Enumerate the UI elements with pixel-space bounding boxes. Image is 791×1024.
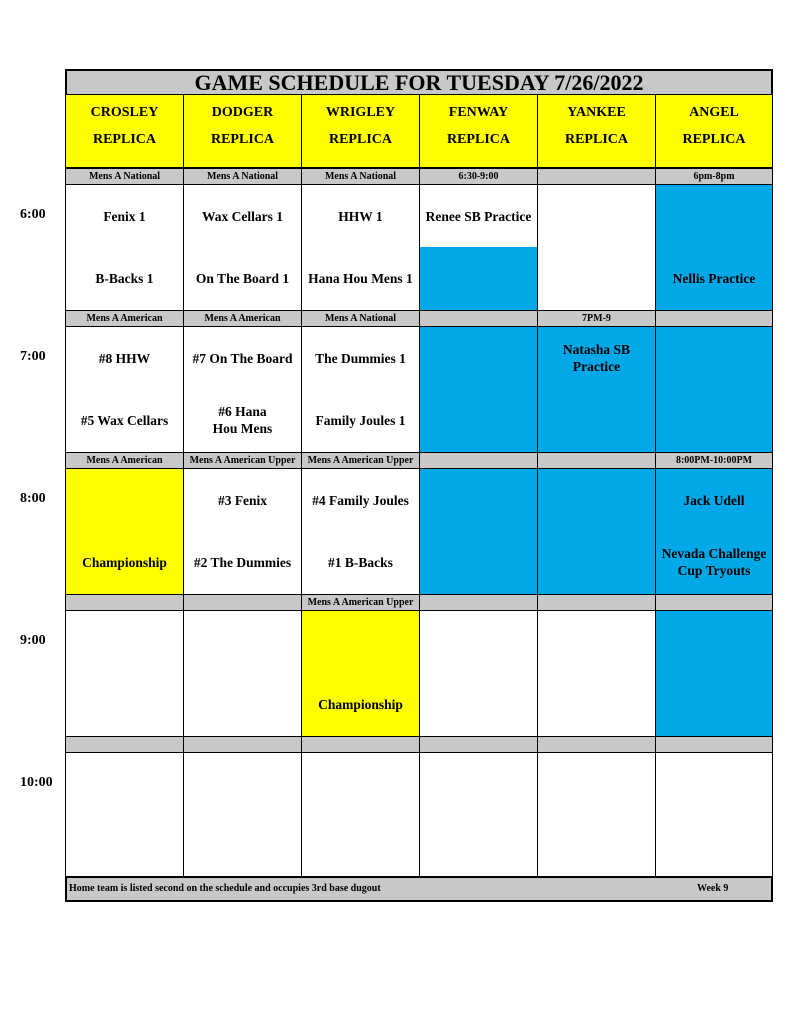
game-cell <box>66 611 184 736</box>
field-header-yankee <box>538 95 656 168</box>
championship-cell <box>302 611 420 736</box>
slot-label <box>538 736 656 753</box>
footer-note: Home team is listed second on the schedule and occupies 3rd base dugout <box>69 883 381 894</box>
game-cell <box>184 327 302 452</box>
game-cell <box>420 611 538 736</box>
practice-cell <box>656 469 772 594</box>
game-top: #4 Family Joules <box>312 493 409 508</box>
slot-label: Mens A American Upper <box>184 452 302 469</box>
practice-label: Renee SB Practice <box>425 209 532 224</box>
field-header-wrigley <box>302 95 420 168</box>
slot-label: Mens A National <box>302 310 420 327</box>
game-cell <box>302 753 420 876</box>
field-sub: REPLICA <box>682 132 746 147</box>
time-label: 9:00 <box>20 633 46 648</box>
time-label: 8:00 <box>20 491 46 506</box>
slot-label: 6pm-8pm <box>656 168 772 185</box>
practice-label: Jack Udell <box>683 493 745 508</box>
field-sub: REPLICA <box>328 132 392 147</box>
game-bottom: #2 The Dummies <box>193 555 292 570</box>
slot-label <box>656 310 772 327</box>
week-label: Week 9 <box>697 883 729 894</box>
slot-label <box>538 168 656 185</box>
practice-cell <box>538 327 656 452</box>
game-cell <box>66 327 184 452</box>
slot-label <box>420 736 538 753</box>
slot-label <box>184 736 302 753</box>
practice-cell <box>656 185 772 310</box>
game-cell <box>538 753 656 876</box>
practice-block <box>420 247 537 310</box>
game-bottom: #1 B-Backs <box>328 555 393 570</box>
game-bottom: Family Joules 1 <box>315 413 406 428</box>
game-top: #8 HHW <box>98 351 151 366</box>
game-top: HHW 1 <box>338 209 383 224</box>
practice-cell <box>656 327 772 452</box>
game-cell <box>538 185 656 310</box>
game-bottom: Championship <box>82 555 167 570</box>
slot-label <box>420 452 538 469</box>
slot-label: Mens A National <box>184 168 302 185</box>
game-cell <box>302 185 420 310</box>
slot-label: Mens A American Upper <box>302 594 420 611</box>
slot-label: 8:00PM-10:00PM <box>656 452 772 469</box>
game-bottom: #6 Hana Hou Mens <box>212 404 273 436</box>
field-sub: REPLICA <box>92 132 156 147</box>
game-top: Fenix 1 <box>103 209 146 224</box>
game-cell <box>66 753 184 876</box>
time-label: 7:00 <box>20 349 46 364</box>
game-cell <box>184 753 302 876</box>
slot-label: 7PM-9 <box>538 310 656 327</box>
championship-cell <box>66 469 184 594</box>
slot-label: Mens A National <box>302 168 420 185</box>
time-label: 10:00 <box>20 775 53 790</box>
slot-label <box>656 594 772 611</box>
field-header-dodger <box>184 95 302 168</box>
slot-label <box>66 736 184 753</box>
game-bottom: On The Board 1 <box>195 271 290 286</box>
game-cell <box>184 611 302 736</box>
game-cell <box>66 185 184 310</box>
field-name: WRIGLEY <box>325 105 396 120</box>
game-cell <box>420 753 538 876</box>
practice-label: Natasha SB Practice <box>562 342 631 374</box>
game-cell <box>184 185 302 310</box>
field-name: FENWAY <box>448 105 509 120</box>
field-name: YANKEE <box>567 105 626 120</box>
slot-label: Mens A American Upper <box>302 452 420 469</box>
time-label: 6:00 <box>20 207 46 222</box>
slot-label <box>420 594 538 611</box>
game-bottom: Championship <box>318 697 403 712</box>
game-top: #3 Fenix <box>217 493 268 508</box>
game-cell <box>656 753 772 876</box>
slot-label <box>538 452 656 469</box>
practice-cell <box>420 327 538 452</box>
practice-label: Nevada Challenge Cup Tryouts <box>661 546 767 578</box>
footer <box>65 876 773 902</box>
field-sub: REPLICA <box>564 132 628 147</box>
practice-cell <box>420 469 538 594</box>
practice-label: Nellis Practice <box>672 271 756 286</box>
game-top: The Dummies 1 <box>315 351 406 366</box>
field-name: CROSLEY <box>90 105 159 120</box>
field-name: DODGER <box>211 105 274 120</box>
game-top: Wax Cellars 1 <box>202 209 283 224</box>
game-cell <box>184 469 302 594</box>
game-bottom: B-Backs 1 <box>95 271 154 286</box>
field-sub: REPLICA <box>446 132 510 147</box>
field-header-crosley <box>66 95 184 168</box>
practice-cell <box>420 185 538 310</box>
slot-label: Mens A National <box>66 168 184 185</box>
field-header-angel <box>656 95 772 168</box>
practice-cell <box>656 611 772 736</box>
slot-label: Mens A American <box>66 452 184 469</box>
slot-label <box>656 736 772 753</box>
game-cell <box>302 469 420 594</box>
practice-cell <box>538 469 656 594</box>
game-top: #7 On The Board <box>192 351 293 366</box>
game-bottom: #5 Wax Cellars <box>80 413 169 428</box>
slot-label: 6:30-9:00 <box>420 168 538 185</box>
game-cell <box>538 611 656 736</box>
slot-label: Mens A American <box>184 310 302 327</box>
slot-label: Mens A American <box>66 310 184 327</box>
game-bottom: Hana Hou Mens 1 <box>308 271 413 286</box>
slot-label <box>66 594 184 611</box>
game-cell <box>302 327 420 452</box>
page-title: GAME SCHEDULE FOR TUESDAY 7/26/2022 <box>65 69 773 95</box>
slot-label <box>302 736 420 753</box>
field-header-fenway <box>420 95 538 168</box>
slot-label <box>420 310 538 327</box>
field-name: ANGEL <box>689 105 739 120</box>
field-sub: REPLICA <box>210 132 274 147</box>
slot-label <box>538 594 656 611</box>
slot-label <box>184 594 302 611</box>
